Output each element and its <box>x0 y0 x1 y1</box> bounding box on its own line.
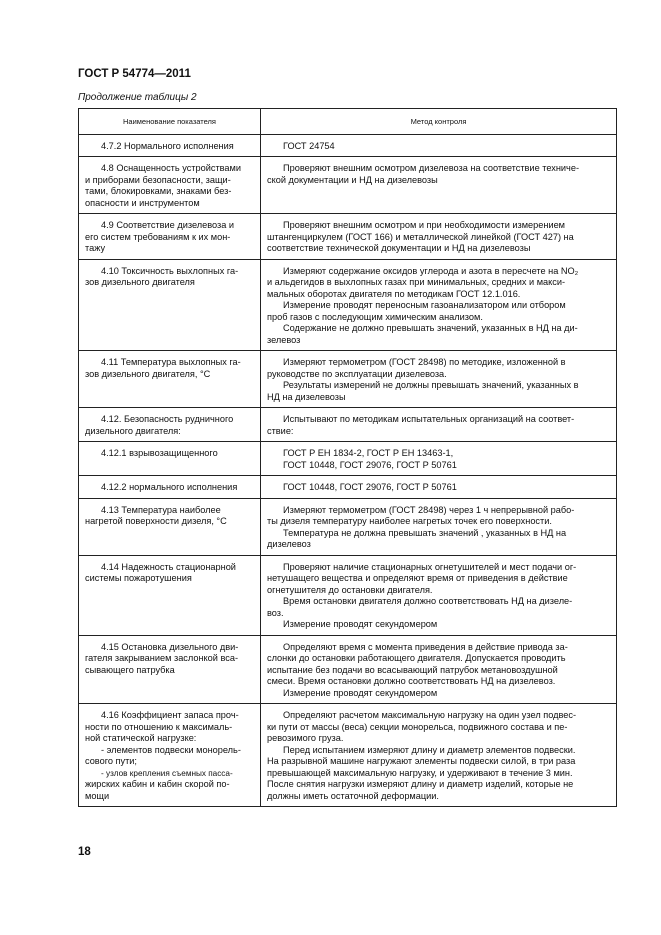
cell-line: мощи <box>85 790 110 801</box>
cell-line: Время остановки двигателя должно соответствовать НД на дизеле- <box>283 596 573 606</box>
cell-line: дизелевоз <box>267 539 311 549</box>
table-row <box>79 259 617 351</box>
cell-line: тажу <box>85 243 106 253</box>
indicator-cell <box>79 476 261 499</box>
cell-line: Измеряют термометром (ГОСТ 28498) по методике, изложенной в <box>283 357 566 367</box>
cell-line: Измеряют содержание оксидов углерода и азота в пересчете на NO₂ <box>283 265 579 276</box>
cell-line: 4.10 Токсичность выхлопных га- <box>101 265 239 276</box>
table-row <box>79 555 617 635</box>
cell-line: 4.13 Температура наиболее <box>101 504 221 515</box>
cell-line: Измерение проводят переносным газоанализатором или отбором <box>283 300 566 310</box>
cell-line: жирских кабин и кабин скорой по- <box>85 779 230 789</box>
cell-line: Проверяют наличие стационарных огнетушителей и мест подачи ог- <box>283 561 577 572</box>
indicator-cell <box>79 498 261 555</box>
cell-line: штангенциркулем (ГОСТ 166) и металлической линейкой (ГОСТ 427) на <box>267 231 574 242</box>
table-row <box>79 635 617 704</box>
cell-line: руководстве по эксплуатации дизелевоза. <box>267 368 447 379</box>
cell-line: Содержание не должно превышать значений, указанных в НД на ди- <box>283 323 578 333</box>
cell-line: Определяют расчетом максимальную нагрузку на один узел подвес- <box>283 710 577 720</box>
cell-line: ГОСТ 24754 <box>283 140 335 151</box>
document-code: ГОСТ Р 54774—2011 <box>78 68 191 80</box>
cell-line: Определяют время с момента приведения в действие привода за- <box>283 641 568 652</box>
method-cell <box>261 498 617 555</box>
cell-line: ГОСТ 10448, ГОСТ 29076, ГОСТ Р 50761 <box>283 459 457 470</box>
cell-line: тами, блокировками, знаками без- <box>85 186 232 196</box>
cell-line: 4.12.1 взрывозащищенного <box>101 448 218 458</box>
cell-line: ской документации и НД на дизелевозы <box>267 174 438 185</box>
cell-line: системы пожаротушения <box>85 573 192 583</box>
cell-line: его систем требованиям к их мон- <box>85 231 231 242</box>
cell-line: После снятия нагрузки измеряют длину и диаметр изделий, которые не <box>267 779 574 789</box>
method-cell <box>261 476 617 499</box>
cell-line: нагретой поверхности дизеля, °С <box>85 516 227 526</box>
cell-line: Измерение проводят секундомером <box>283 687 438 698</box>
cell-line: Измерение проводят секундомером <box>283 619 438 629</box>
column-header-method: Метод контроля <box>261 109 617 135</box>
table-row <box>79 134 617 157</box>
cell-line: нетушащего вещества и определяют время от приведения в действие <box>267 573 568 583</box>
cell-line: проб газов с последующим химическим анализом. <box>267 311 483 322</box>
indicator-cell <box>79 214 261 260</box>
cell-line: Проверяют внешним осмотром и при необходимости измерением <box>283 220 566 230</box>
cell-line: и альдегидов в выхлопных газах при минимальных, средних и макси- <box>267 277 566 287</box>
indicator-cell <box>79 408 261 442</box>
method-cell <box>261 157 617 214</box>
cell-line: должны иметь остаточной деформации. <box>267 790 439 801</box>
indicator-cell <box>79 134 261 157</box>
cell-line: 4.8 Оснащенность устройствами <box>101 163 241 173</box>
method-cell <box>261 442 617 476</box>
cell-line: - элементов подвески монорель- <box>101 744 241 755</box>
table-row <box>79 476 617 499</box>
method-cell <box>261 259 617 351</box>
table-caption: Продолжение таблицы 2 <box>78 92 197 103</box>
cell-line: ревозимого груза. <box>267 733 344 743</box>
cell-line: сывающего патрубка <box>85 664 175 675</box>
cell-line: Измеряют термометром (ГОСТ 28498) через 1 ч непрерывной рабо- <box>283 504 575 515</box>
table-row <box>79 351 617 408</box>
table-row <box>79 442 617 476</box>
cell-line: соответствие технической документации и НД на дизелевозы <box>267 243 531 253</box>
cell-line: 4.12.2 нормального исполнения <box>101 482 238 492</box>
indicator-cell <box>79 259 261 351</box>
cell-line: 4.15 Остановка дизельного дви- <box>101 641 239 652</box>
indicator-cell <box>79 704 261 807</box>
cell-line: 4.7.2 Нормального исполнения <box>101 140 234 151</box>
cell-line: НД на дизелевозы <box>267 391 346 402</box>
indicator-cell <box>79 635 261 704</box>
cell-line: зов дизельного двигателя <box>85 277 195 287</box>
cell-line: Испытывают по методикам испытательных организаций на соответ- <box>283 414 575 424</box>
indicator-cell <box>79 555 261 635</box>
table-row <box>79 498 617 555</box>
cell-line: Проверяют внешним осмотром дизелевоза на соответствие техниче- <box>283 163 579 173</box>
cell-line: Температура не должна превышать значений , указанных в НД на <box>283 527 567 538</box>
table-row <box>79 408 617 442</box>
cell-line: зелевоз <box>267 334 301 345</box>
method-cell <box>261 134 617 157</box>
cell-line: Результаты измерений не должны превышать значений, указанных в <box>283 380 579 390</box>
indicator-cell <box>79 157 261 214</box>
cell-line: испытание без подачи во всасывающий патрубок метановоздушной <box>267 664 558 675</box>
table-row <box>79 157 617 214</box>
cell-line: зов дизельного двигателя, °С <box>85 368 211 379</box>
cell-line: ной статической нагрузке: <box>85 733 197 743</box>
cell-line: ГОСТ Р ЕН 1834-2, ГОСТ Р ЕН 13463-1, <box>283 448 454 458</box>
cell-line: сового пути; <box>85 756 137 766</box>
spec-table <box>78 108 617 807</box>
indicator-cell <box>79 351 261 408</box>
indicator-cell <box>79 442 261 476</box>
table-row <box>79 704 617 807</box>
cell-line: 4.11 Температура выхлопных га- <box>101 357 241 367</box>
cell-line: - узлов крепления съемных пасса- <box>101 768 233 778</box>
cell-line: 4.16 Коэффициент запаса проч- <box>101 710 239 720</box>
cell-line: ты дизеля температуру наиболее нагретых точек его поверхности. <box>267 516 552 526</box>
cell-line: ности по отношению к максималь- <box>85 721 233 732</box>
table-header-row <box>79 109 617 135</box>
table-row <box>79 214 617 260</box>
method-cell <box>261 555 617 635</box>
cell-line: дизельного двигателя: <box>85 425 181 436</box>
cell-line: слонки до остановки работающего двигателя. Допускается проводить <box>267 653 566 663</box>
method-cell <box>261 635 617 704</box>
cell-line: мальных оборотах двигателя по методикам ГОСТ 12.1.016. <box>267 288 521 299</box>
cell-line: огнетушителя до остановки двигателя. <box>267 584 433 595</box>
cell-line: ствие: <box>267 425 294 436</box>
page-number: 18 <box>78 846 91 858</box>
method-cell <box>261 214 617 260</box>
cell-line: гателя закрыванием заслонкой вса- <box>85 653 239 663</box>
cell-line: Перед испытанием измеряют длину и диаметр элементов подвески. <box>283 744 576 755</box>
method-cell <box>261 408 617 442</box>
method-cell <box>261 704 617 807</box>
method-cell <box>261 351 617 408</box>
cell-line: воз. <box>267 607 284 618</box>
cell-line: 4.14 Надежность стационарной <box>101 561 236 572</box>
cell-line: 4.12. Безопасность рудничного <box>101 414 234 424</box>
column-header-name: Наименование показателя <box>79 109 261 135</box>
cell-line: ГОСТ 10448, ГОСТ 29076, ГОСТ Р 50761 <box>283 482 457 492</box>
cell-line: опасности и инструментом <box>85 197 200 208</box>
cell-line: и приборами безопасности, защи- <box>85 174 231 185</box>
cell-line: На разрывной машине нагружают элементы подвески силой, в три раза <box>267 756 576 766</box>
cell-line: 4.9 Соответствие дизелевоза и <box>101 220 235 230</box>
cell-line: смеси. Время остановки должно соответствовать НД на дизелевоз. <box>267 676 556 686</box>
cell-line: ки пути от массы (веса) секции монорельса, подвижного состава и пе- <box>267 721 568 732</box>
cell-line: превышающей максимальную нагрузку, и удерживают в течение 3 мин. <box>267 767 573 778</box>
